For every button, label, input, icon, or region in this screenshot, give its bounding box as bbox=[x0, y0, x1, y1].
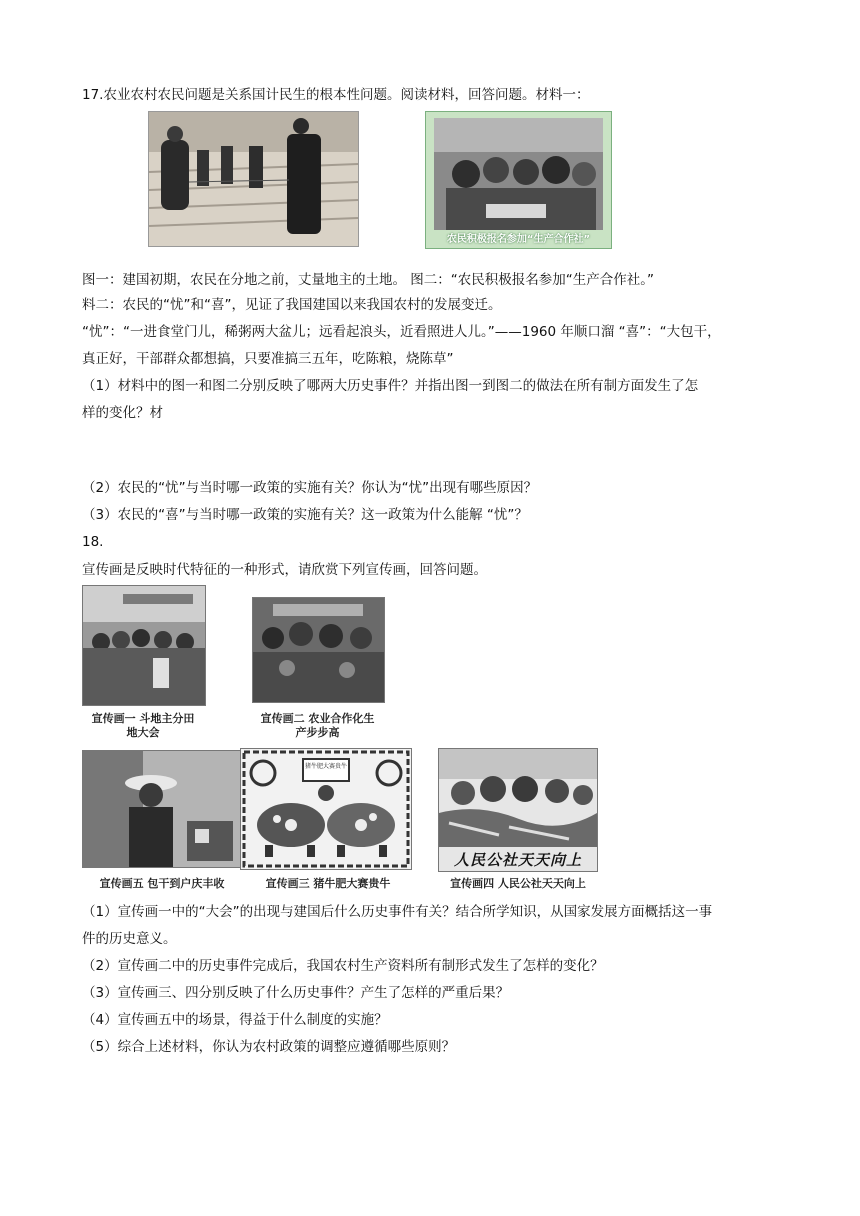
poster-4 bbox=[438, 748, 598, 872]
cooperative-poster-icon bbox=[253, 598, 384, 702]
q17-sub-1-line-1: （1）材料中的图一和图二分别反映了哪两大历史事件？并指出图一到图二的做法在所有制方面发生了怎 bbox=[82, 378, 699, 394]
q18-sub-4: （4）宣传画五中的场景，得益于什么制度的实施？ bbox=[82, 1012, 388, 1028]
poster-5 bbox=[82, 750, 242, 868]
poster-1-caption-line-2: 地大会 bbox=[126, 726, 160, 739]
poster-1-caption-line-1: 宣传画一 斗地主分田 bbox=[91, 712, 195, 725]
land-measuring-photo-icon bbox=[149, 112, 358, 246]
cooperative-signup-photo-icon bbox=[426, 112, 611, 248]
poster-5-caption: 宣传画五 包干到户庆丰收 bbox=[99, 877, 225, 890]
poster-4-slogan: 人民公社天天向上 bbox=[453, 851, 582, 869]
q18-sub-1-line-1: （1）宣传画一中的“大会”的出现与建国后什么历史事件有关？结合所学知识，从国家发展方面概括这一事 bbox=[82, 904, 713, 920]
poster-4-caption: 宣传画四 人民公社天天向上 bbox=[450, 877, 586, 890]
q17-intro: 17.农业农村农民问题是关系国计民生的根本性问题。阅读材料，回答问题。材料一： bbox=[82, 87, 590, 103]
q18-sub-2: （2）宣传画二中的历史事件完成后，我国农村生产资料所有制形式发生了怎样的变化？ bbox=[82, 958, 604, 974]
q18-sub-5: （5）综合上述材料，你认为农村政策的调整应遵循哪些原则？ bbox=[82, 1039, 456, 1055]
poster-2-caption-line-1: 宣传画二 农业合作化生 bbox=[260, 712, 375, 725]
q18-sub-1-line-2: 件的历史意义。 bbox=[82, 931, 177, 947]
q17-quote-line-1: “忧”：“一进食堂门儿，稀粥两大盆儿；远看起浪头，近看照进人儿。”——1960 年顺口溜 “喜”：“大包干， bbox=[82, 324, 721, 340]
poster-2-caption-line-2: 产步步高 bbox=[295, 726, 340, 739]
q17-caption-line: 图一：建国初期，农民在分地之前，丈量地主的土地。 图二：“农民积极报名参加“生产合作社。” bbox=[82, 272, 655, 288]
land-reform-meeting-poster-icon bbox=[83, 586, 205, 705]
q17-photo-2 bbox=[425, 111, 612, 249]
poster-3 bbox=[240, 748, 412, 870]
q17-photo-1 bbox=[148, 111, 359, 247]
q17-sub-1-line-2: 样的变化？材 bbox=[82, 405, 163, 421]
q17-sub-3: （3）农民的“喜”与当时哪一政策的实施有关？这一政策为什么能解 “忧”？ bbox=[82, 507, 528, 523]
poster-3-banner: 猪牛肥大赛贵牛 bbox=[304, 763, 347, 770]
q17-material-2: 料二：农民的“忧”和“喜”，见证了我国建国以来我国农村的发展变迁。 bbox=[82, 297, 502, 313]
q18-intro: 宣传画是反映时代特征的一种形式，请欣赏下列宣传画，回答问题。 bbox=[82, 562, 487, 578]
q17-quote-line-2: 真正好，干部群众都想搞，只要准搞三五年，吃陈粮，烧陈草” bbox=[82, 351, 454, 367]
q17-photo-2-caption: 农民积极报名参加“生产合作社” bbox=[446, 234, 591, 245]
q18-sub-3: （3）宣传画三、四分别反映了什么历史事件？产生了怎样的严重后果？ bbox=[82, 985, 510, 1001]
poster-3-caption: 宣传画三 猪牛肥大赛贵牛 bbox=[265, 877, 391, 890]
q18-number: 18. bbox=[82, 534, 104, 550]
poster-2 bbox=[252, 597, 385, 703]
poster-1 bbox=[82, 585, 206, 706]
harvest-celebration-poster-icon bbox=[83, 751, 241, 867]
q17-sub-2: （2）农民的“忧”与当时哪一政策的实施有关？你认为“忧”出现有哪些原因？ bbox=[82, 480, 538, 496]
